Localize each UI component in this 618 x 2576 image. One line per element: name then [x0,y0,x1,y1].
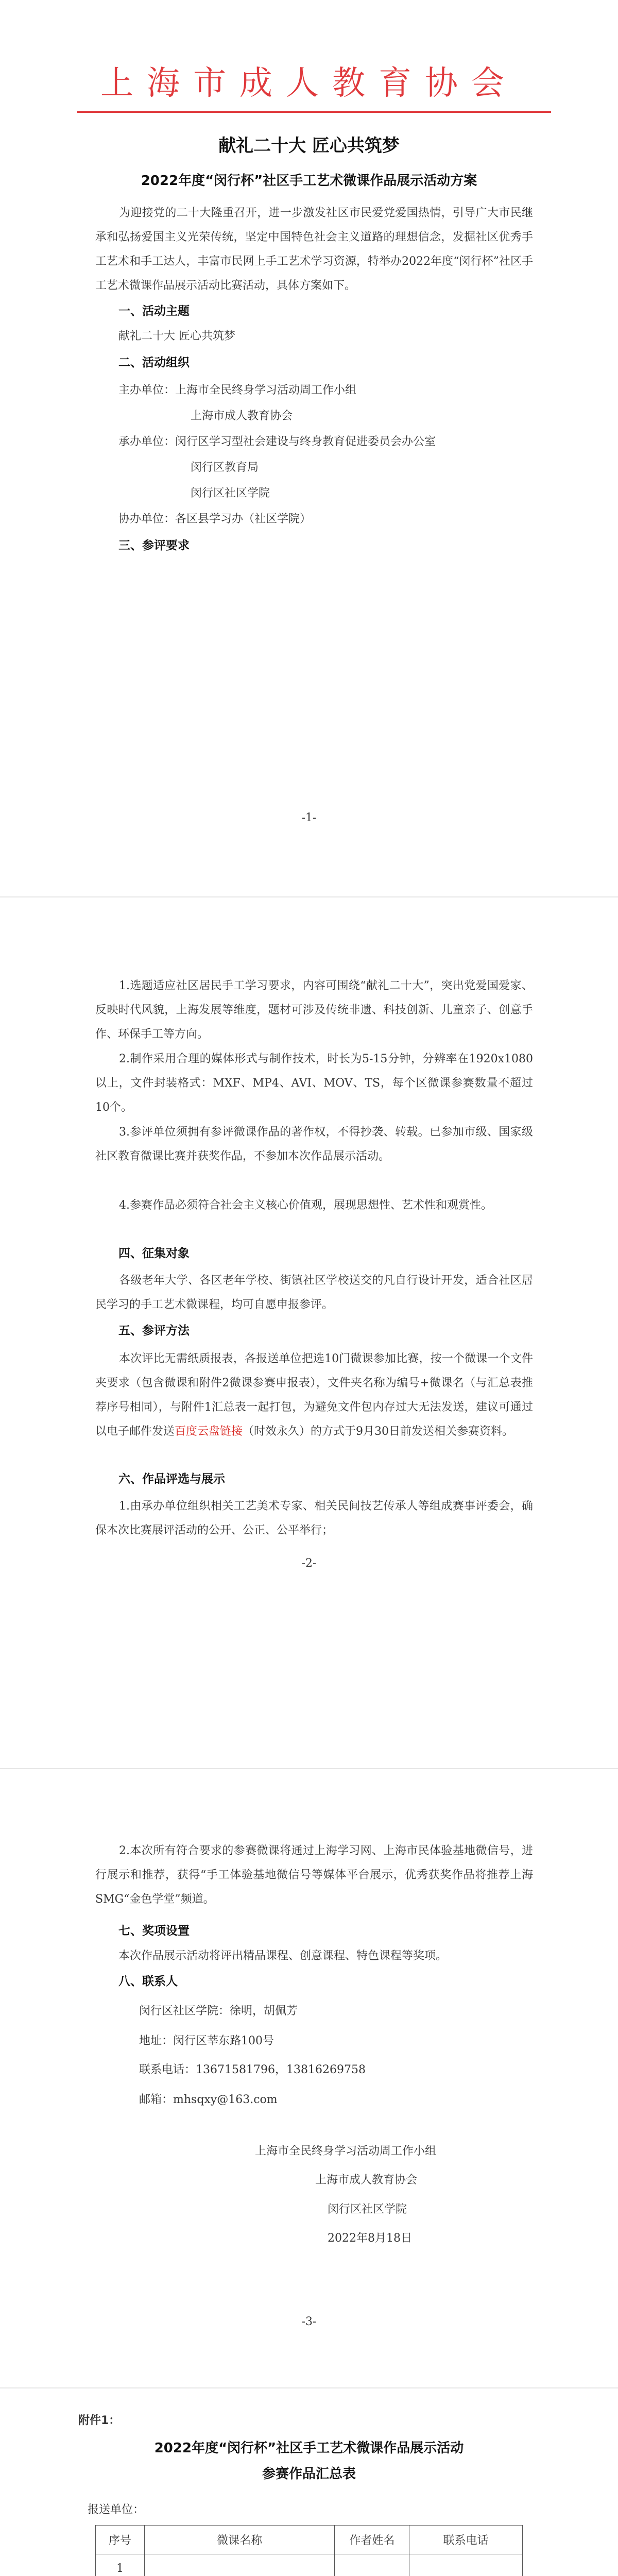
contact-email[interactable]: 邮箱：mhsqxy@163.com [139,2093,278,2106]
column-header-course-name: 微课名称 [144,2526,335,2554]
page-2 [0,897,618,1768]
column-header-author: 作者姓名 [335,2526,409,2554]
host-unit-1: 主办单位：上海市全民终身学习活动周工作小组 [118,384,357,397]
attachment-title-1: 2022年度“闵行杯”社区手工艺术微课作品展示活动 [154,2441,464,2456]
signature-org-3: 闵行区社区学院 [328,2203,407,2216]
requirement-3: 3.参评单位须拥有参评微课作品的著作权，不得抄袭、转载。已参加市级、国家级社区教育微课比赛并获奖作品，不参加本次作品展示活动。 [95,1126,533,1163]
section-6-heading: 六、作品评选与展示 [118,1472,225,1486]
section-6-item-2: 2.本次所有符合要求的参赛微课将通过上海学习网、上海市民体验基地微信号，进行展示和推荐，获得“手工体验基地微信号等媒体平台展示，优秀获奖作品将推荐上海SMG“金色学堂”频道。 [95,1844,533,1906]
attachment-label: 附件1： [78,2414,121,2427]
section-3-heading: 三、参评要求 [118,539,190,552]
column-header-phone: 联系电话 [409,2526,523,2554]
organizer-unit-3: 闵行区社区学院 [191,487,270,500]
page-1 [0,0,618,896]
signature-date: 2022年8月18日 [328,2232,412,2245]
intro-paragraph: 为迎接党的二十大隆重召开，进一步激发社区市民爱党爱国热情，引导广大市民继承和弘扬爱国主义光荣传统，坚定中国特色社会主义道路的理想信念，发掘社区优秀手工艺术和手工达人，丰富市民网上手工艺术学习资源，特举办2022年度“闵行杯”社区手工艺术微课作品展示活动比赛活动，具体方案如下。 [95,207,533,292]
signature-org-1: 上海市全民终身学习活动周工作小组 [255,2145,437,2158]
page-number-2: -2- [301,1557,317,1570]
requirement-4: 4.参赛作品必须符合社会主义核心价值观，展现思想性、艺术性和观赏性。 [119,1199,492,1212]
page-4 [0,2388,618,2576]
section-7-text: 本次作品展示活动将评出精品课程、创意课程、特色课程等奖项。 [118,1950,448,1962]
section-8-heading: 八、联系人 [118,1975,178,1988]
section-1-text: 献礼二十大 匠心共筑梦 [118,330,235,343]
organizer-unit-2: 闵行区教育局 [191,461,259,474]
assist-unit: 协办单位：各区县学习办（社区学院） [118,513,312,526]
table-cell[interactable] [335,2554,409,2576]
host-unit-2: 上海市成人教育协会 [191,410,293,422]
section-1-heading: 一、活动主题 [118,304,190,318]
table-cell[interactable]: 1 [96,2554,145,2576]
table-row [96,2554,523,2576]
table-cell[interactable] [409,2554,523,2576]
header-rule [77,111,551,113]
page-number-3: -3- [301,2315,317,2328]
contact-phone: 联系电话：13671581796，13816269758 [139,2063,366,2076]
section-5-heading: 五、参评方法 [118,1324,190,1337]
section-4-text: 各级老年大学、各区老年学校、街镇社区学校送交的凡自行设计开发，适合社区居民学习的手工艺术微课程，均可自愿申报参评。 [95,1274,533,1311]
section-4-heading: 四、征集对象 [118,1247,190,1260]
section-7-heading: 七、奖项设置 [118,1924,190,1938]
section-6-item-1: 1.由承办单位组织相关工艺美术专家、相关民间技艺传承人等组成赛事评委会，确保本次比赛展评活动的公开、公正、公平举行； [95,1500,533,1537]
column-header-index: 序号 [96,2526,145,2554]
main-title: 献礼二十大 匠心共筑梦 [218,135,400,156]
organizer-unit-1: 承办单位：闵行区学习型社会建设与终身教育促进委员会办公室 [118,435,436,448]
header-org-title: 上海市成人教育协会 [100,64,518,103]
requirement-2: 2.制作采用合理的媒体形式与制作技术，时长为5-15分钟，分辨率在1920x1080以上，文件封装格式：MXF、MP4、AVI、MOV、TS，每个区微课参赛数量不超过10个。 [95,1053,533,1114]
submitting-unit-label: 报送单位： [88,2503,145,2516]
contact-org: 闵行区社区学院：徐明，胡佩芳 [139,2005,298,2018]
requirement-1: 1.选题适应社区居民手工学习要求，内容可围绕“献礼二十大”，突出党爱国爱家、反映时代风貌，上海发展等维度，题材可涉及传统非遗、科技创新、儿童亲子、创意手作、环保手工等方向。 [95,979,533,1041]
signature-org-2: 上海市成人教育协会 [315,2174,418,2187]
table-cell[interactable] [144,2554,335,2576]
page-3 [0,1769,618,2387]
page-number-1: -1- [301,811,317,824]
contact-address: 地址：闵行区莘东路100号 [139,2035,274,2047]
section-5-text-b: （时效永久）的方式于9月30日前发送相关参赛资料。 [243,1425,514,1438]
section-5-text-a: 本次评比无需纸质报表，各报送单位把选10门微课参加比赛，按一个微课一个文件夹要求（包含微课和附件2微课参赛申报表），文件夹名称为编号+微课名（与汇总表推荐序号相同），与附件1汇总表一起打包，为避免文件包内存过大无法发送，建议可通过以电子邮件发送 [95,1352,533,1438]
table-header-row [96,2526,523,2554]
attachment-title-2: 参赛作品汇总表 [262,2466,356,2482]
section-2-heading: 二、活动组织 [118,356,190,369]
summary-table [95,2525,523,2576]
section-5-paragraph [95,1347,533,1444]
subtitle: 2022年度“闵行杯”社区手工艺术微课作品展示活动方案 [141,173,477,189]
baidu-link-text[interactable]: 百度云盘链接 [175,1425,243,1438]
